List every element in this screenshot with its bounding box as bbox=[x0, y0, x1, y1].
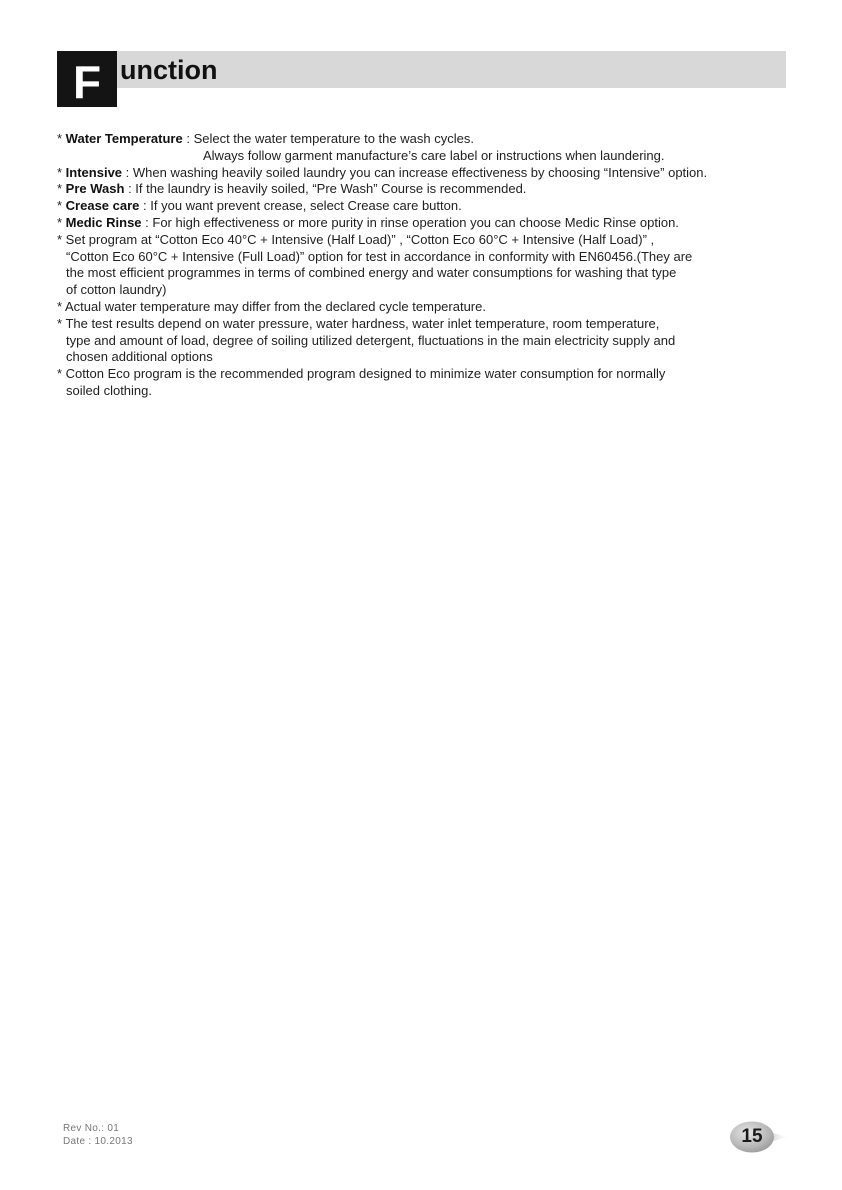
revision-number: Rev No.: 01 bbox=[63, 1123, 120, 1134]
function-item-crease-care: * Crease care : If you want prevent crease, select Crease care button. bbox=[57, 198, 462, 214]
note-line: of cotton laundry) bbox=[66, 282, 167, 298]
function-text: : If you want prevent crease, select Crease care button. bbox=[143, 198, 462, 214]
section-title-initial: F bbox=[57, 51, 117, 107]
note-actual-temperature: * Actual water temperature may differ from the declared cycle temperature. bbox=[57, 298, 486, 314]
note-text: Set program at “Cotton Eco 40°C + Intensive (Half Load)” , “Cotton Eco 60°C + Intensive (Half Load)” , bbox=[65, 231, 655, 247]
function-item-continuation: Always follow garment manufacture’s care label or instructions when laundering. bbox=[203, 147, 665, 163]
function-term: Intensive bbox=[65, 164, 123, 180]
note-line: soiled clothing. bbox=[66, 382, 152, 398]
document-footer bbox=[63, 1122, 133, 1148]
section-title: unction bbox=[120, 55, 218, 85]
function-term: Water Temperature bbox=[65, 131, 183, 146]
revision-date: Date : 10.2013 bbox=[63, 1136, 133, 1147]
function-item-intensive: * Intensive : When washing heavily soiled laundry you can increase effectiveness by choosing “Intensive” option. bbox=[57, 164, 708, 180]
page-number: 15 bbox=[741, 1126, 763, 1147]
note-text: Cotton Eco program is the recommended program designed to minimize water consumption for normally bbox=[65, 366, 666, 382]
function-text: : If the laundry is heavily soiled, “Pre Wash” Course is recommended. bbox=[128, 181, 527, 197]
function-item-water-temperature: * Water Temperature : Select the water temperature to the wash cycles. bbox=[57, 131, 474, 146]
note-line: type and amount of load, degree of soiling utilized detergent, fluctuations in the main electricity supply and bbox=[66, 332, 676, 348]
function-text: : When washing heavily soiled laundry you can increase effectiveness by choosing “Intensive” option. bbox=[125, 164, 708, 180]
function-term: Pre Wash bbox=[65, 181, 125, 197]
function-term: Crease care bbox=[65, 198, 140, 214]
note-line: the most efficient programmes in terms of combined energy and water consumptions for washing that type bbox=[66, 265, 677, 281]
function-term: Medic Rinse bbox=[65, 214, 142, 230]
function-item-pre-wash: * Pre Wash : If the laundry is heavily soiled, “Pre Wash” Course is recommended. bbox=[57, 181, 527, 197]
function-text: : Select the water temperature to the wash cycles. bbox=[186, 131, 474, 146]
function-text: : For high effectiveness or more purity in rinse operation you can choose Medic Rinse option. bbox=[145, 214, 679, 230]
note-test-program: * Set program at “Cotton Eco 40°C + Intensive (Half Load)” , “Cotton Eco 60°C + Intensive (Half Load)” , bbox=[57, 231, 655, 247]
function-item-medic-rinse: * Medic Rinse : For high effectiveness or more purity in rinse operation you can choose Medic Rinse option. bbox=[57, 214, 679, 230]
note-test-results: * The test results depend on water pressure, water hardness, water inlet temperature, room temperature, bbox=[57, 315, 660, 331]
note-line: “Cotton Eco 60°C + Intensive (Full Load)” option for test in accordance in conformity with EN60456.(They are bbox=[66, 248, 693, 264]
note-text: Actual water temperature may differ from the declared cycle temperature. bbox=[64, 298, 486, 314]
function-description bbox=[57, 131, 777, 400]
note-text: The test results depend on water pressure, water hardness, water inlet temperature, room temperature, bbox=[65, 315, 660, 331]
note-line: chosen additional options bbox=[66, 349, 213, 365]
note-cotton-eco: * Cotton Eco program is the recommended program designed to minimize water consumption for normally bbox=[57, 366, 666, 382]
